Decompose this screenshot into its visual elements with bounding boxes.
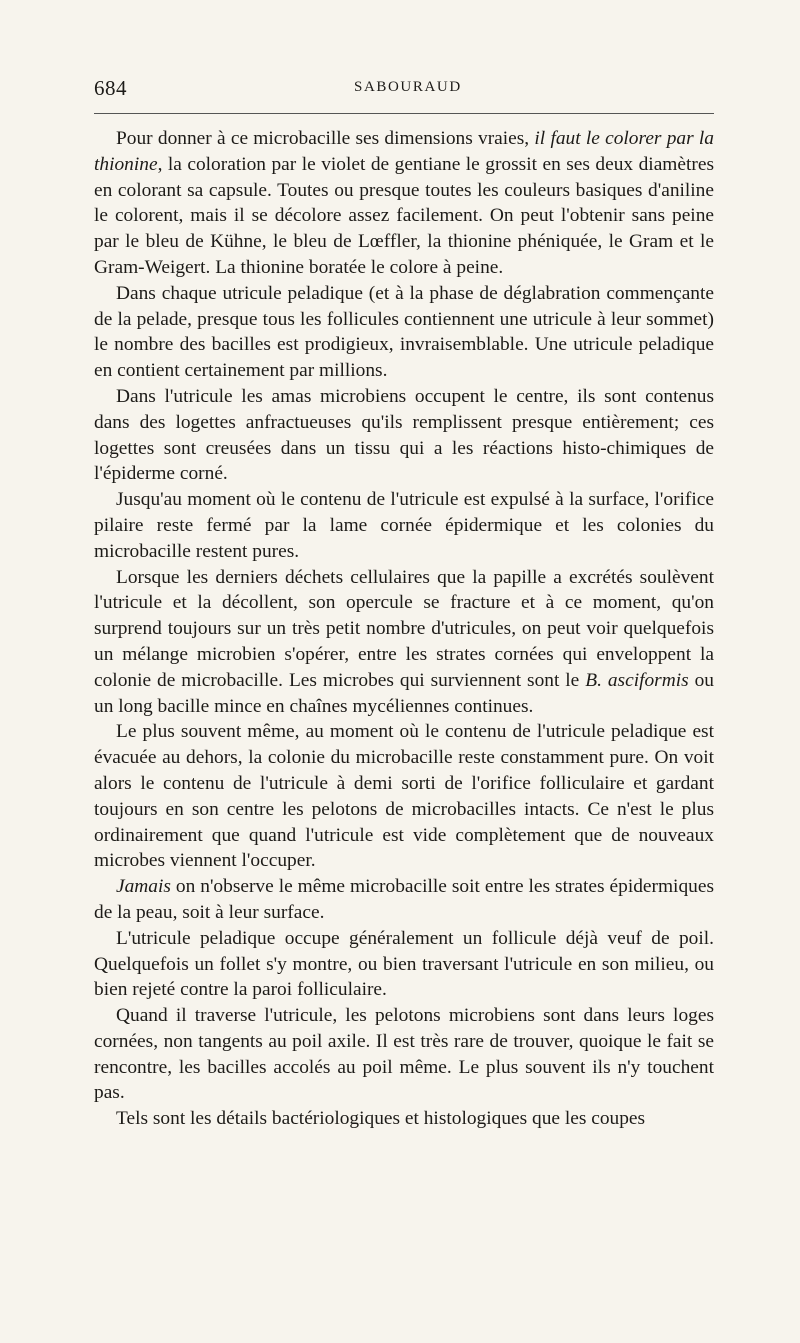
italic-text: il faut le colorer par la thionine xyxy=(94,128,715,175)
paragraph xyxy=(94,874,714,926)
text-run: Quand il traverse l'utricule, les pelotons microbiens sont dans leurs loges cornées, non tangents au poil axile. Il est très rare de trouver, quoique le fait se rencontre, les bacilles accolés au poil même. Le plus souvent ils n'y touchent pas. xyxy=(94,1005,714,1104)
paragraph xyxy=(94,1003,714,1106)
text-run: Lorsque les derniers déchets cellulaires que la papille a excrétés soulèvent l'utricule et la décollent, son opercule se fracture et à ce moment, qu'on surprend toujours sur un très petit nombre d'utricules, on peut voir quelquefois un mélange microbien s'opérer, entre les strates cornées qui enveloppent la colonie de microbacille. Les microbes qui surviennent sont le xyxy=(94,566,714,691)
paragraph xyxy=(94,384,714,487)
paragraph xyxy=(94,126,714,281)
paragraph xyxy=(94,487,714,564)
text-run: Pour donner à ce microbacille ses dimensions vraies, xyxy=(116,128,535,149)
text-run: Dans chaque utricule peladique (et à la phase de déglabration commençante de la pelade, presque tous les follicules contiennent une utricule à leur sommet) le nombre des bacilles est prodigieux, invraisemblable. Une utricule peladique en contient certainement par millions. xyxy=(94,282,714,382)
body-text xyxy=(94,126,714,1132)
text-run: ou un long bacille mince en chaînes mycéliennes continues. xyxy=(94,669,714,717)
italic-text: Jamais xyxy=(116,876,171,898)
paragraph xyxy=(94,281,714,384)
page-header xyxy=(94,76,714,104)
page-number: 684 xyxy=(94,76,127,100)
paragraph xyxy=(94,926,714,1003)
text-run: L'utricule peladique occupe généralement un follicule déjà veuf de poil. Quelquefois un follet s'y montre, ou bien traversant l'utricule en son milieu, ou bien rejeté contre la paroi folliculaire. xyxy=(94,927,714,1001)
text-run: Le plus souvent même, au moment où le contenu de l'utricule peladique est évacuée au dehors, la colonie du microbacille reste constamment pure. On voit alors le contenu de l'utricule à demi sorti de l'orifice folliculaire et gardant toujours en son centre les pelotons de microbacilles intacts. Ce n'est le plus ordinairement que quand l'utricule est vide complètement que de nouveaux microbes viennent l'occuper. xyxy=(94,721,714,872)
paragraph xyxy=(94,1106,714,1132)
text-run: Tels sont les détails bactériologiques et histologiques que les coupes xyxy=(116,1108,646,1130)
paragraph xyxy=(94,565,714,720)
text-run: , la coloration par le violet de gentiane le grossit en ses deux diamètres en colorant sa capsule. Toutes ou presque toutes les couleurs basiques d'aniline le colorent, mais il se décolore assez facilement. On peut l'obtenir sans peine par le bleu de Kühne, le bleu de Lœffler, la thionine phéniquée, le Gram et le Gram-Weigert. La thionine boratée le colore à peine. xyxy=(94,153,714,278)
text-run: Jusqu'au moment où le contenu de l'utricule est expulsé à la surface, l'orifice pilaire reste fermé par la lame cornée épidermique et les colonies du microbacille restent pures. xyxy=(94,489,714,562)
running-head: SABOURAUD xyxy=(354,79,462,95)
header-rule xyxy=(94,113,714,114)
italic-text: B. asciformis xyxy=(585,669,689,691)
text-run: Dans l'utricule les amas microbiens occupent le centre, ils sont contenus dans des logettes anfractueuses qu'ils remplissent presque entièrement; ces logettes sont creusées dans un tissu qui a les réactions histo-chimiques de l'épiderme corné. xyxy=(94,385,714,485)
paragraph xyxy=(94,719,714,874)
text-run: on n'observe le même microbacille soit entre les strates épidermiques de la peau, soit à leur surface. xyxy=(94,876,714,923)
